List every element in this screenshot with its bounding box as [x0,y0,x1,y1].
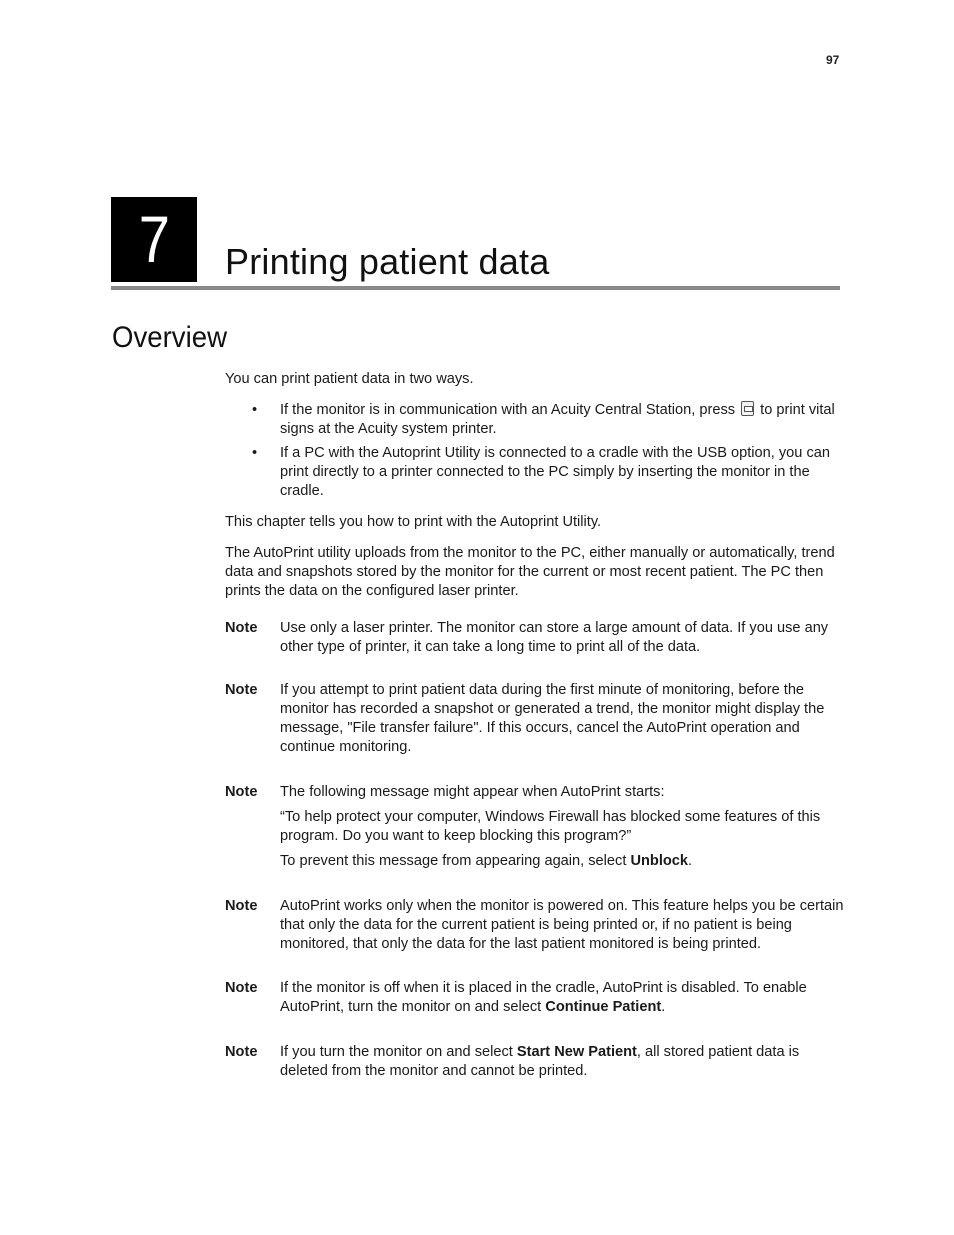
start-new-patient-label: Start New Patient [516,1044,637,1060]
note-text [280,979,845,1017]
note-1 [225,619,845,657]
note-text: The following message might appear when AutoPrint starts: [280,784,665,800]
note-label: Note [225,620,258,636]
note-label: Note [225,682,258,698]
paragraph-1: This chapter tells you how to print with the Autoprint Utility. [225,514,602,530]
note-instruction-end: . [688,853,693,869]
list-item [225,444,845,501]
note-text-b: . [661,999,666,1015]
note-text: AutoPrint works only when the monitor is powered on. This feature helps you be certain that only the data for the current patient is being printed or, if no patient is being monitored, that only the data for the last patient monitored is being printed. [280,898,844,952]
note-label: Note [225,1044,258,1060]
bullet-text-2: If a PC with the Autoprint Utility is connected to a cradle with the USB option, you can print directly to a printer connected to the PC simply by inserting the monitor in the cradle. [280,445,830,499]
content-body [225,370,845,1081]
note-6 [225,1043,845,1081]
note-4 [225,897,845,954]
bullet-text-1b: to print vital signs at the Acuity system printer. [280,402,835,437]
note-text [280,1043,845,1081]
note-quote: “To help protect your computer, Windows Firewall has blocked some features of this program. Do you want to keep blocking this program?” [280,809,821,844]
bullet-list [225,401,845,501]
page-number: 97 [826,53,840,67]
note-text-b: , all stored patient data is deleted from the monitor and cannot be printed. [280,1044,800,1079]
chapter-number: 7 [138,202,170,276]
note-instruction-text: To prevent this message from appearing again, select [280,853,631,869]
note-text-a: If the monitor is off when it is placed in the cradle, AutoPrint is disabled. To enable AutoPrint, turn the monitor on and select [280,980,807,1015]
chapter-title: Printing patient data [225,241,550,282]
intro-text: You can print patient data in two ways. [225,371,474,387]
note-label: Note [225,784,258,800]
chapter-number-box [111,197,197,282]
list-item [225,401,845,439]
continue-patient-label: Continue Patient [545,999,662,1015]
unblock-label: Unblock [630,853,689,869]
note-5 [225,979,845,1017]
note-text-a: If you turn the monitor on and select [280,1044,517,1060]
bullet-marker: • [252,445,258,461]
bullet-marker: • [252,402,258,418]
note-text: Use only a laser printer. The monitor can store a large amount of data. If you use any other type of printer, it can take a long time to print all of the data. [280,620,829,655]
bullet-text-1a: If the monitor is in communication with an Acuity Central Station, press [280,402,736,418]
print-button-icon [741,401,754,416]
note-instruction [280,852,845,871]
note-label: Note [225,980,258,996]
note-text: If you attempt to print patient data during the first minute of monitoring, before the monitor has recorded a snapshot or generated a trend, the monitor might display the message, "File transfer failure". If this occurs, cancel the AutoPrint operation and continue monitoring. [280,682,825,755]
note-label: Note [225,898,258,914]
chapter-divider [111,286,840,290]
note-2 [225,681,845,757]
section-title: Overview [112,321,228,354]
note-3 [225,783,845,871]
paragraph-2: The AutoPrint utility uploads from the monitor to the PC, either manually or automatically, trend data and snapshots stored by the monitor for the current or most recent patient. The PC then prints the data on the configured laser printer. [225,545,835,599]
